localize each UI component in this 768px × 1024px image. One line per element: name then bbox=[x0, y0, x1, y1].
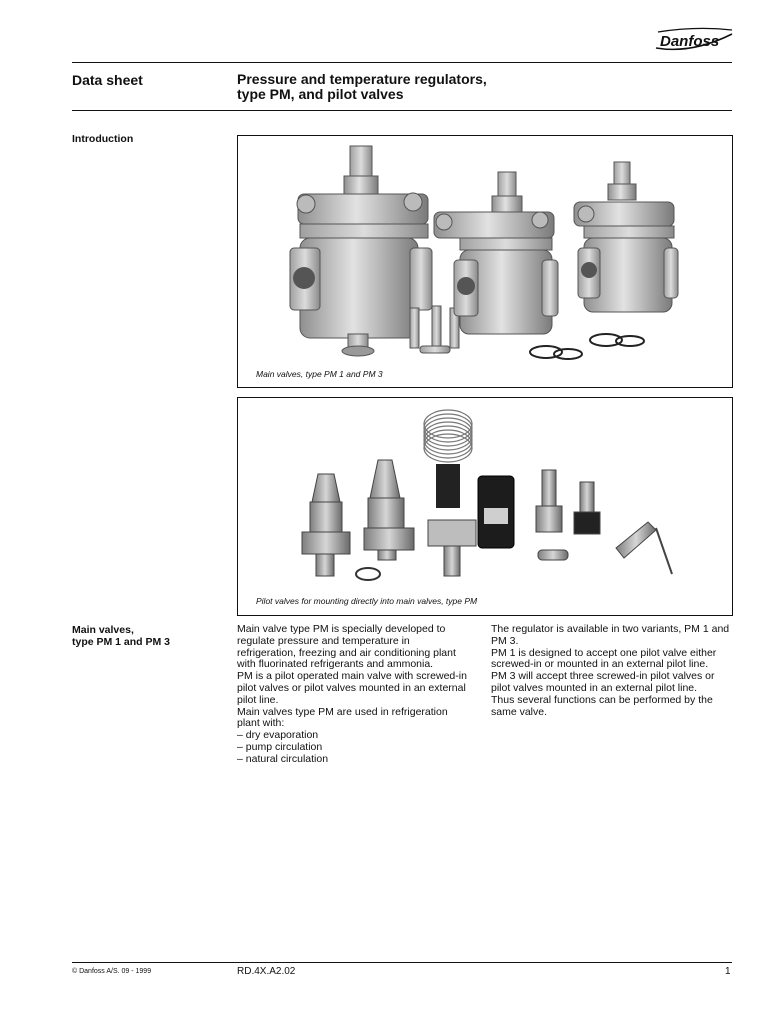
body-column-2 bbox=[491, 624, 733, 718]
header-top-rule bbox=[72, 62, 732, 63]
col2-paragraph-1: The regulator is available in two variants, PM 1 and PM 3. bbox=[491, 623, 730, 647]
footer-copyright: © Danfoss A/S. 09 - 1999 bbox=[72, 968, 152, 975]
footer-rule bbox=[72, 962, 732, 963]
col2-paragraph-3: PM 3 will accept three screwed-in pilot valves or pilot valves mounted in an external pilot line. bbox=[491, 670, 715, 694]
valve-pm1-small bbox=[574, 162, 678, 312]
pilot-valve-1 bbox=[302, 474, 350, 576]
body-column-1 bbox=[237, 624, 471, 766]
section-label-main-valves bbox=[72, 624, 170, 648]
figure-main-valves bbox=[237, 135, 733, 388]
col2-paragraph-2: PM 1 is designed to accept one pilot valve either screwed-in or mounted in an external pilot line. bbox=[491, 646, 717, 671]
col1-paragraph-1: Main valve type PM is specially developed to regulate pressure and temperature in refrigeration, freezing and air conditioning plant with fluorinated refrigerants and ammonia. bbox=[237, 623, 456, 671]
danfoss-logo bbox=[652, 24, 736, 58]
list-item: – natural circulation bbox=[237, 754, 471, 766]
title-line-2: type PM, and pilot valves bbox=[237, 86, 404, 102]
doc-type: Data sheet bbox=[72, 72, 143, 88]
svg-text:Danfoss: Danfoss bbox=[660, 33, 720, 50]
pilot-valve-small-set bbox=[536, 470, 672, 574]
footer-doc-code: RD.4X.A2.02 bbox=[237, 966, 296, 977]
main-valves-illustration bbox=[238, 136, 732, 387]
main-valves-label-line-1: Main valves, bbox=[72, 624, 134, 636]
o-ring bbox=[356, 568, 380, 580]
page-title bbox=[237, 72, 487, 102]
figure2-caption: Pilot valves for mounting directly into main valves, type PM bbox=[256, 596, 478, 606]
header-bottom-rule bbox=[72, 110, 732, 111]
figure1-caption: Main valves, type PM 1 and PM 3 bbox=[256, 369, 383, 379]
title-line-1: Pressure and temperature regulators, bbox=[237, 71, 487, 87]
page-number: 1 bbox=[725, 966, 731, 977]
pilot-valve-2 bbox=[364, 460, 414, 560]
main-valves-label-line-2: type PM 1 and PM 3 bbox=[72, 636, 171, 648]
col2-paragraph-4: Thus several functions can be performed by the same valve. bbox=[491, 693, 713, 718]
pilot-valves-illustration bbox=[238, 398, 732, 615]
col1-paragraph-2: PM is a pilot operated main valve with screwed-in pilot valves or pilot valves mounted in an external pilot line. bbox=[237, 670, 467, 706]
thermostatic-element bbox=[436, 464, 460, 508]
list-item: – dry evaporation bbox=[237, 730, 471, 742]
col1-paragraph-3: Main valves type PM are used in refrigeration plant with: bbox=[237, 705, 448, 730]
thermostatic-bulb-coil bbox=[424, 410, 472, 462]
plant-type-list bbox=[237, 730, 471, 765]
bolts bbox=[410, 306, 459, 353]
figure-pilot-valves bbox=[237, 397, 733, 616]
gasket-rings bbox=[530, 334, 644, 359]
section-label-introduction: Introduction bbox=[72, 133, 134, 145]
list-item: – pump circulation bbox=[237, 742, 471, 754]
